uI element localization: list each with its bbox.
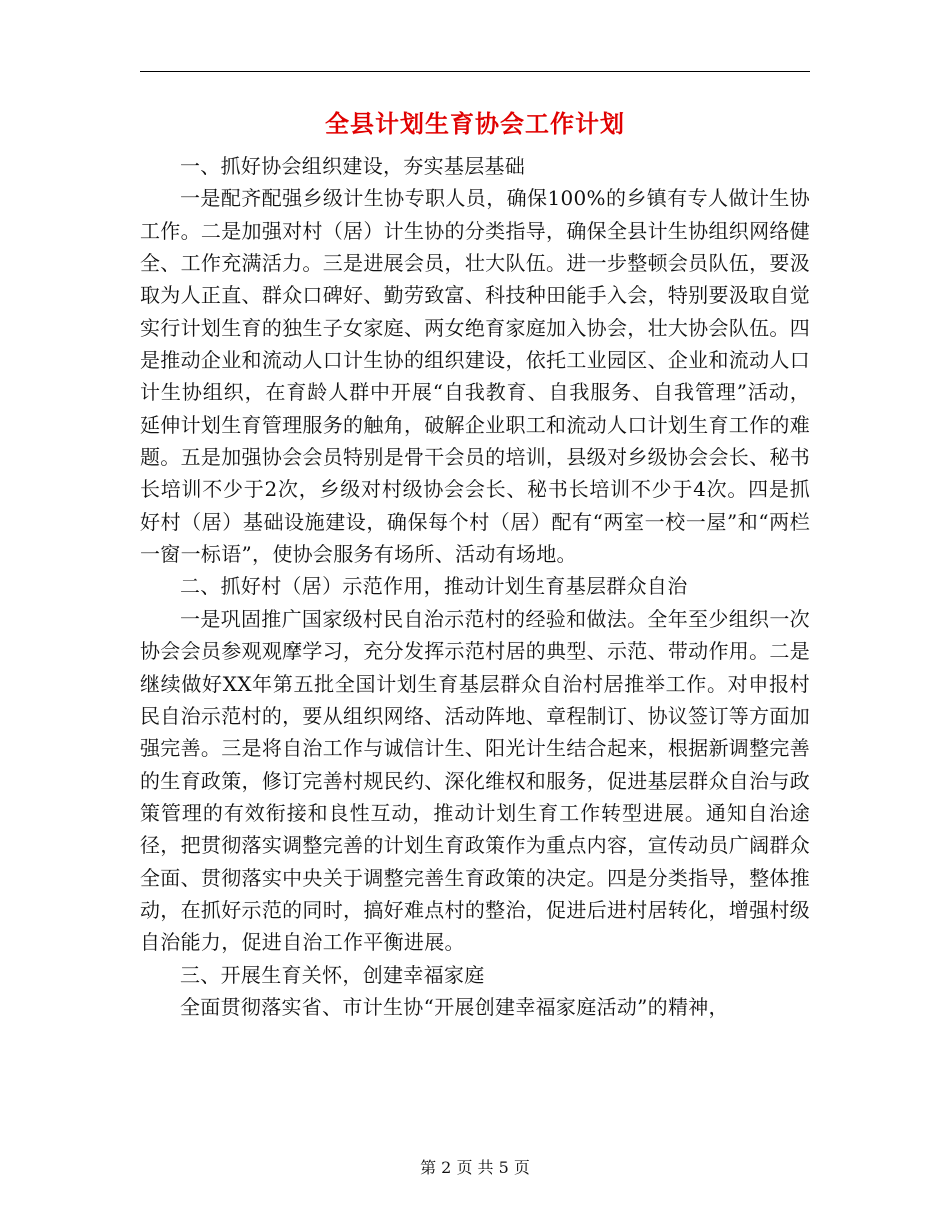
section-heading-1: 一、抓好协会组织建设，夯实基层基础 xyxy=(180,154,526,178)
section-heading-3: 三、开展生育关怀，创建幸福家庭 xyxy=(180,962,485,987)
document-body xyxy=(140,150,810,1023)
body-paragraph-1: 一是配齐配强乡级计生协专职人员，确保100%的乡镇有专人做计生协工作。二是加强对村（居）计生协的分类指导，确保全县计生协组织网络健全、工作充满活力。三是进展会员，壮大队伍。进一步整顿会员队伍，要汲取为人正直、群众口碑好、勤劳致富、科技种田能手入会，特别要汲取自觉实行计划生育的独生子女家庭、两女绝育家庭加入协会，壮大协会队伍。四是推动企业和流动人口计生协的组织建设，依托工业园区、企业和流动人口计生协组织，在育龄人群中开展“自我教育、自我服务、自我管理”活动，延伸计划生育管理服务的触角，破解企业职工和流动人口计划生育工作的难题。五是加强协会会员特别是骨干会员的培训，县级对乡级协会会长、秘书长培训不少于2次，乡级对村级协会会长、秘书长培训不少于4次。四是抓好村（居）基础设施建设，确保每个村（居）配有“两室一校一屋”和“两栏一窗一标语”，使协会服务有场所、活动有场地。 xyxy=(140,186,810,567)
body-paragraph-2: 一是巩固推广国家级村民自治示范村的经验和做法。全年至少组织一次协会会员参观观摩学习，充分发挥示范村居的典型、示范、带动作用。二是继续做好XX年第五批全国计划生育基层群众自治村居推举工作。对申报村民自治示范村的，要从组织网络、活动阵地、章程制订、协议签订等方面加强完善。三是将自治工作与诚信计生、阳光计生结合起来，根据新调整完善的生育政策，修订完善村规民约、深化维权和服务，促进基层群众自治与政策管理的有效衔接和良性互动，推动计划生育工作转型进展。通知自治途径，把贯彻落实调整完善的计划生育政策作为重点内容，宣传动员广阔群众全面、贯彻落实中央关于调整完善生育政策的决定。四是分类指导，整体推动，在抓好示范的同时，搞好难点村的整治，促进后进村居转化，增强村级自治能力，促进自治工作平衡进展。 xyxy=(140,606,810,955)
section-heading-2: 二、抓好村（居）示范作用，推动计划生育基层群众自治 xyxy=(180,574,688,599)
body-paragraph-3: 全面贯彻落实省、市计生协“开展创建幸福家庭活动”的精神， xyxy=(180,994,729,1019)
header-rule xyxy=(140,71,810,72)
document-title: 全县计划生育协会工作计划 xyxy=(325,109,625,138)
page-footer: 第 2 页 共 5 页 xyxy=(420,1158,530,1177)
